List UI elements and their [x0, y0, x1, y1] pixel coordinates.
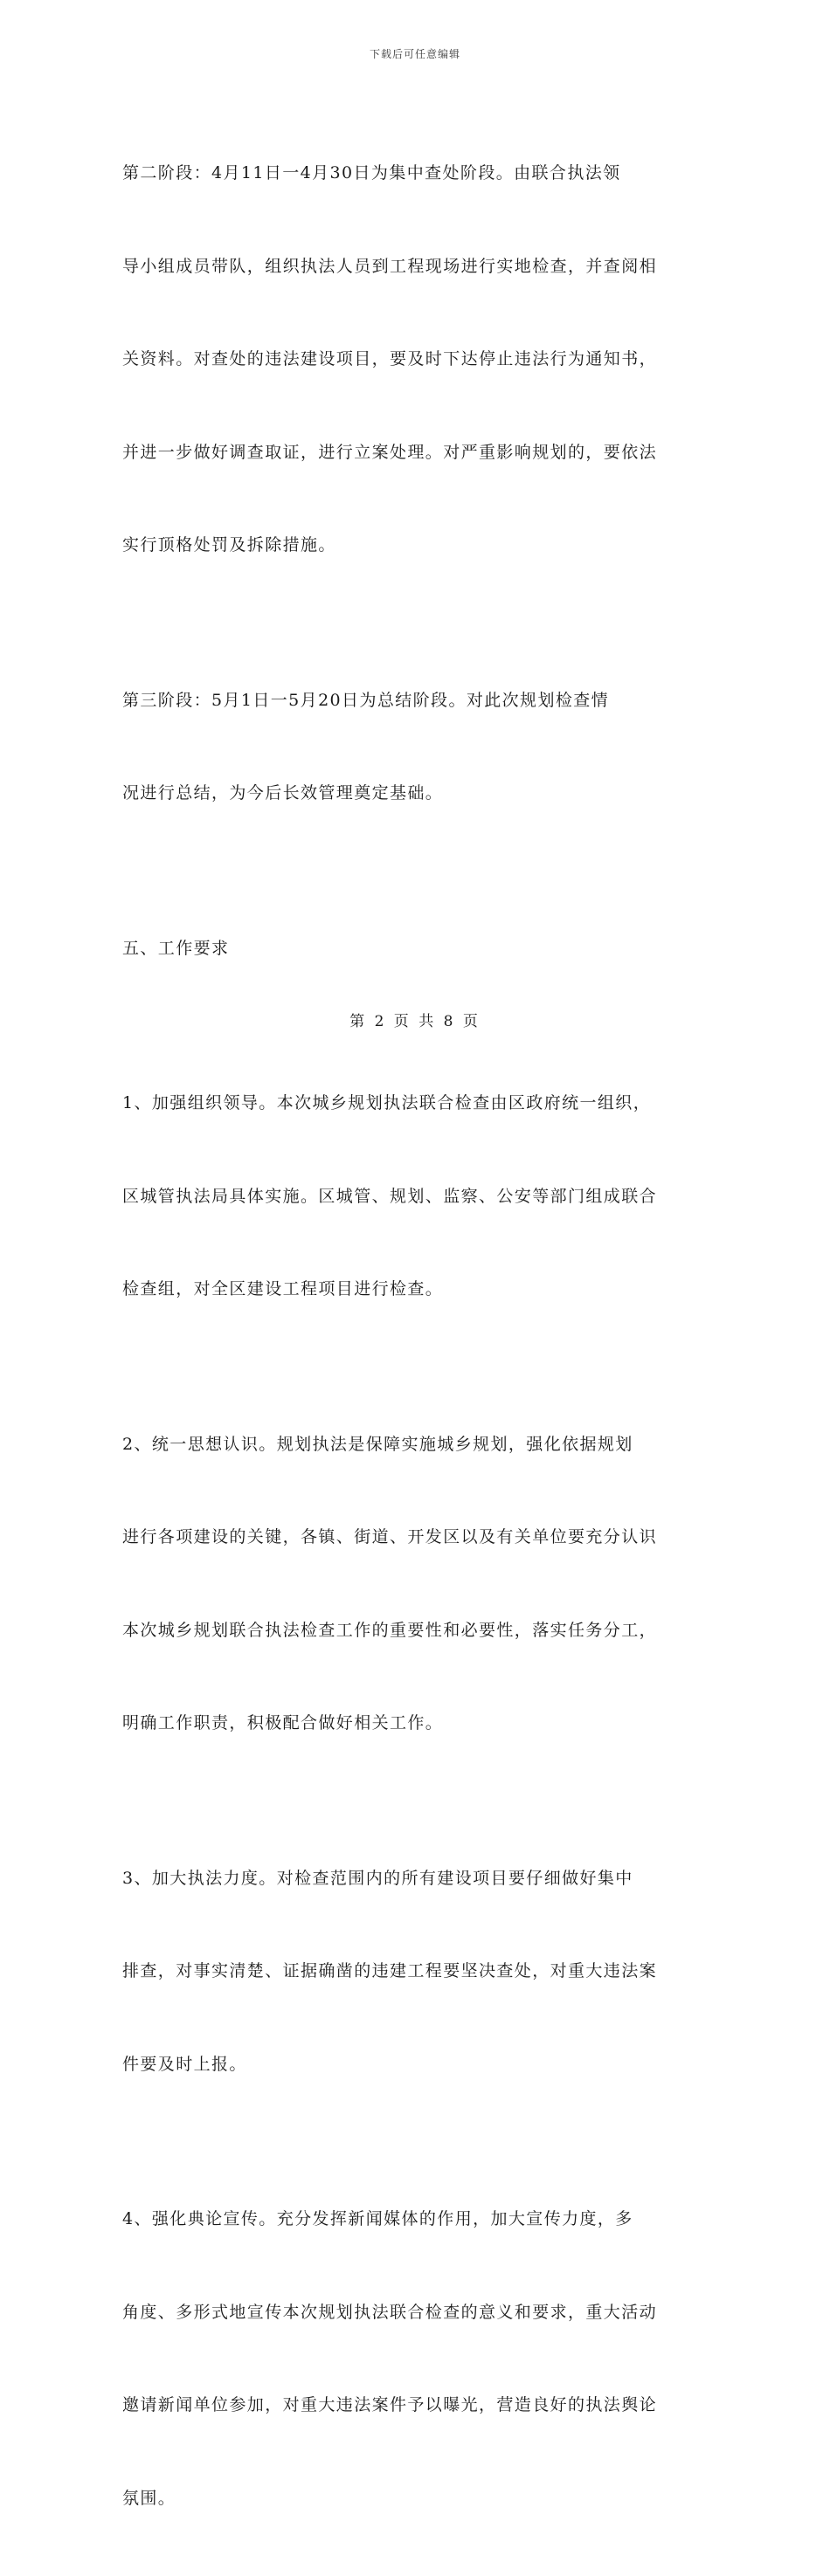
section-heading: 五、工作要求: [122, 938, 230, 958]
text-line: 第三阶段：5月1日一5月20日为总结阶段。对此次规划检查情: [122, 690, 610, 710]
text-line: 件要及时上报。: [122, 2054, 247, 2074]
text-line: 检查组，对全区建设工程项目进行检查。: [122, 1279, 444, 1298]
section-heading-requirements: [122, 871, 716, 1027]
text-line: 实行顶格处罚及拆除措施。: [122, 535, 336, 554]
text-line: 况进行总结，为今后长效管理奠定基础。: [122, 783, 444, 802]
document-body: [122, 96, 716, 2576]
text-line: 进行各项建设的关键，各镇、街道、开发区以及有关单位要充分认识: [122, 1527, 658, 1546]
paragraph-requirement-1: [122, 1026, 716, 1367]
paragraph-requirement-4: [122, 2142, 716, 2576]
page-header: 下载后可任意编辑: [369, 48, 460, 60]
text-line: 区城管执法局具体实施。区城管、规划、监察、公安等部门组成联合: [122, 1186, 658, 1206]
text-line: 氛围。: [122, 2488, 176, 2508]
paragraph-requirement-2: [122, 1367, 716, 1801]
text-line: 排查，对事实清楚、证据确凿的违建工程要坚决查处，对重大违法案: [122, 1961, 658, 1980]
text-line: 2、统一思想认识。规划执法是保障实施城乡规划，强化依据规划: [122, 1434, 633, 1454]
text-line: 本次城乡规划联合执法检查工作的重要性和必要性，落实任务分工，: [122, 1620, 658, 1640]
text-line: 关资料。对查处的违法建设项目，要及时下达停止违法行为通知书，: [122, 349, 658, 368]
text-line: 1、加强组织领导。本次城乡规划执法联合检查由区政府统一组织，: [122, 1093, 652, 1112]
text-line: 明确工作职责，积极配合做好相关工作。: [122, 1713, 444, 1732]
text-line: 导小组成员带队，组织执法人员到工程现场进行实地检查，并查阅相: [122, 256, 658, 276]
text-line: 邀请新闻单位参加，对重大违法案件予以曝光，营造良好的执法舆论: [122, 2395, 658, 2414]
text-line: 4、强化典论宣传。充分发挥新闻媒体的作用，加大宣传力度，多: [122, 2209, 633, 2228]
page-number-footer: 第 2 页 共 8 页: [349, 1013, 481, 1030]
text-line: 并进一步做好调查取证，进行立案处理。对严重影响规划的，要依法: [122, 442, 658, 462]
paragraph-stage-three: [122, 623, 716, 871]
paragraph-stage-two: [122, 96, 716, 623]
text-line: 3、加大执法力度。对检查范围内的所有建设项目要仔细做好集中: [122, 1868, 633, 1888]
text-line: 第二阶段：4月11日一4月30日为集中查处阶段。由联合执法领: [122, 163, 621, 183]
text-line: 角度、多形式地宣传本次规划执法联合检查的意义和要求，重大活动: [122, 2302, 658, 2322]
paragraph-requirement-3: [122, 1801, 716, 2143]
